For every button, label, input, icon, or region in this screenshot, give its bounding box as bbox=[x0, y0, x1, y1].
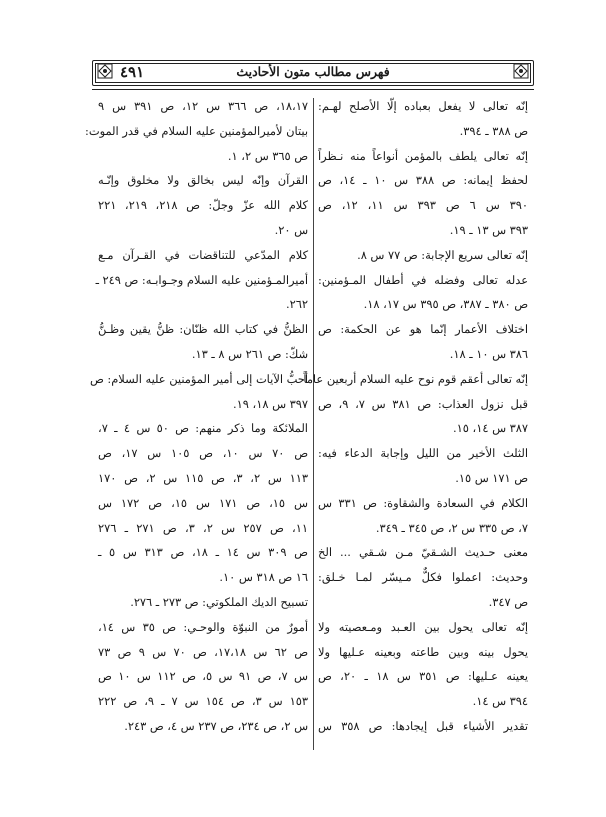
text-line: تسبيح الديك الملكوتي: ص ٢٧٣ ـ ٢٧٦. bbox=[130, 594, 308, 609]
text-line: س ١٥، ص ١٧١ س ١٥، ص ١٧٢ س bbox=[98, 495, 308, 510]
left-column bbox=[85, 94, 308, 739]
text-line: ٣٨٧ س ١٤، ١٥. bbox=[453, 421, 528, 436]
text-line: تقدير الأشياء قبل إيجادها: ص ٣٥٨ س bbox=[318, 718, 529, 733]
text-line: ٣٩٣ س ١٣ ـ ١٩. bbox=[449, 222, 528, 237]
text-line: الظنُّ في كتاب الله ظنّان: ظنُّ يقين وظـنُّ bbox=[98, 322, 308, 337]
text-line: ص ٧٠ س ١٠، ص ١٠٥ س ١٧، ص bbox=[98, 446, 308, 461]
column-divider bbox=[313, 98, 314, 750]
text-line: ص ١٧١ س ١٥. bbox=[455, 470, 528, 485]
text-line: ٣٨٦ س ١٠ ـ ١٨. bbox=[449, 346, 528, 361]
right-column bbox=[303, 94, 529, 739]
text-line: ص ٣٦٥ س ٢، ١. bbox=[227, 148, 308, 163]
text-line: يعينه عـليها: ص ٣٥١ س ١٨ ـ ٢٠، ص bbox=[318, 669, 528, 684]
text-line: ٢٦٢. bbox=[286, 297, 308, 312]
text-line: القرآن وإنّه ليس بخالق ولا مخلوق وإنّـه bbox=[98, 173, 308, 188]
text-line: أمورٌ من النبوّة والوحـي: ص ٣٥ س ١٤، bbox=[98, 619, 308, 634]
text-line: الملائكة وما ذكر منهم: ص ٥٠ س ٤ ـ ٧، bbox=[98, 421, 308, 436]
text-line: يحول بينه وبين طاعته وبعينه عـليها ولا bbox=[318, 644, 528, 659]
text-line: كلام الله عزّ وجلّ: ص ٢١٨، ٢١٩، ٢٢١ bbox=[98, 198, 308, 213]
text-line: إنّه تعالى أعقم قوم نوح عليه السلام أربعين عاماً bbox=[303, 371, 528, 386]
text-line: ص ٦٢ س ١٧،١٨، ص ٧٠ س ٩ ص ٧٣ bbox=[98, 644, 308, 659]
text-line: ١٦ ص ٣١٨ س ١٠. bbox=[219, 570, 308, 585]
text-line: ٣٩٤ س ١٤. bbox=[472, 694, 528, 709]
text-line: الكلام في السعادة والشقاوة: ص ٣٣١ س bbox=[318, 495, 528, 510]
text-line: ١١٣ س ٢، ٣، ص ١١٥ س ٢، ص ١٧٠ bbox=[98, 470, 308, 485]
text-line: معنى حـديث الشـقيّ مـن شـقي ... الخ bbox=[318, 545, 528, 560]
text-line: إنّه تعالى يلطف بالمؤمن أنواعاً منه نـظراً bbox=[318, 148, 528, 163]
text-line: قبل نزول العذاب: ص ٣٨١ س ٧، ٩، ص bbox=[318, 396, 528, 411]
text-line: شكّ: ص ٢٦١ س ٨ ـ ١٣. bbox=[191, 346, 308, 361]
text-line: س ٢، ص ٢٣٤، ص ٢٣٧ س ٤، ص ٢٤٣. bbox=[124, 718, 308, 733]
text-line: إنّه تعالى سريع الإجابة: ص ٧٧ س ٨. bbox=[357, 247, 528, 262]
text-line: ٣٩٧ س ١٨، ١٩. bbox=[233, 396, 308, 411]
text-line: ٣٩٠ س ٦ ص ٣٩٣ س ١١، ١٢، ص bbox=[318, 198, 528, 213]
text-line: س ٢٠. bbox=[274, 222, 308, 237]
text-line: اختلاف الأعمار إنّما هو عن الحكمة: ص bbox=[318, 322, 528, 337]
text-line: ١١، ص ٢٥٧ س ٢، ٣، ص ٢٧١ ـ ٢٧٦ bbox=[98, 520, 308, 535]
header-title: فهرس مطالب متون الأحاديث bbox=[236, 64, 390, 79]
text-line: أميرالمـؤمنين عليه السلام وجـوابـه: ص ٢٤٩ ـ bbox=[95, 272, 308, 287]
text-line: ص ٣٠٩ س ١٤ ـ ١٨، ص ٣١٣ س ٥ ـ bbox=[98, 545, 308, 560]
text-line: س ٧، ص ٩١ س ٥، ص ١١٢ س ١٠ ص bbox=[98, 669, 308, 684]
text-line: إنّه تعالى يحول بين العـبد ومـعصيته ولا bbox=[318, 619, 528, 634]
text-line: ١٨،١٧، ص ٣٦٦ س ١٢، ص ٣٩١ س ٩ bbox=[98, 99, 308, 113]
text-line: ص ٣٤٧. bbox=[488, 594, 528, 609]
text-line: وحديث: اعملوا فكلٌّ مـيسّر لمـا خـلق: bbox=[318, 570, 528, 585]
text-line: ص ٣٨٠ ـ ٣٨٧، ص ٣٩٥ س ١٧، ١٨. bbox=[363, 297, 528, 312]
ornament-right-icon bbox=[512, 62, 530, 80]
header-rule bbox=[92, 89, 534, 90]
text-line: ٧، ص ٣٣٥ س ٢، ص ٣٤٥ ـ ٣٤٩. bbox=[375, 520, 528, 535]
page-number: ٤٩١ bbox=[120, 63, 145, 81]
text-line: ص ٣٨٨ ـ ٣٩٤. bbox=[459, 123, 528, 138]
text-line: لحفظ إيمانه: ص ٣٨٨ س ١٠ ـ ١٤، ص bbox=[318, 173, 528, 188]
text-line: كلام المدّعي للتناقضات في القـرآن مـع bbox=[98, 247, 308, 262]
text-line: أحبُّ الآيات إلى أمير المؤمنين عليه السلام: ص bbox=[90, 371, 308, 386]
text-line: إنّه تعالى لا يفعل بعباده إلّا الأصلح لهـم: bbox=[318, 99, 528, 113]
text-line: بيتان لأميرالمؤمنين عليه السلام في قدر الموت: bbox=[85, 123, 308, 138]
text-line: ١٥٣ س ٣، ص ١٥٤ س ٧ ـ ٩، ص ٢٢٢ bbox=[98, 694, 308, 709]
text-line: عدله تعالى وفضله في أطفال المـؤمنين: bbox=[318, 272, 528, 287]
text-line: الثلث الأخير من الليل وإجابة الدعاء فيه: bbox=[318, 446, 528, 461]
running-header bbox=[92, 60, 534, 86]
ornament-left-icon bbox=[96, 62, 114, 80]
